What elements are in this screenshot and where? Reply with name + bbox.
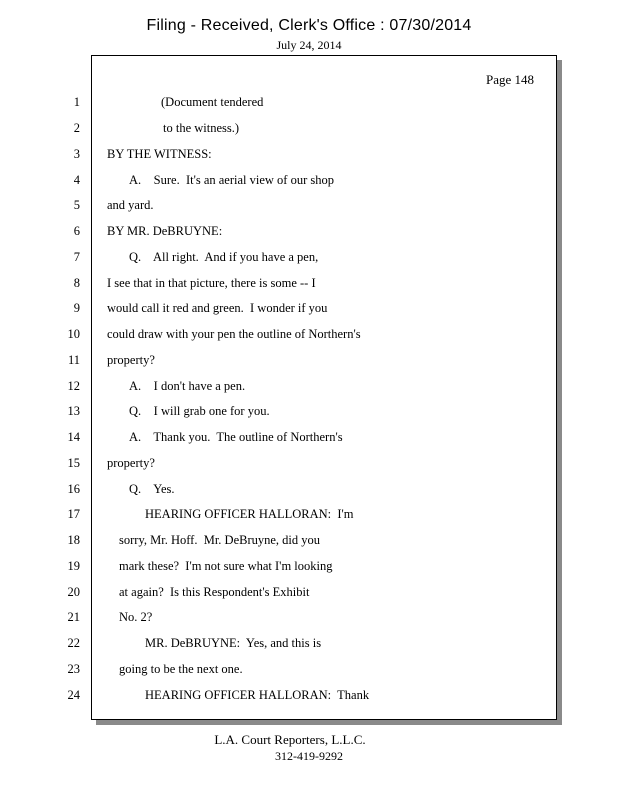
transcript-line bbox=[0, 456, 618, 474]
line-text: mark these? I'm not sure what I'm looking bbox=[119, 559, 333, 573]
line-number: 2 bbox=[73, 121, 80, 135]
line-number: 12 bbox=[67, 379, 80, 393]
line-text: Q. Yes. bbox=[129, 482, 175, 496]
transcript-line bbox=[0, 662, 618, 680]
line-text: A. Sure. It's an aerial view of our shop bbox=[129, 173, 334, 187]
line-text: HEARING OFFICER HALLORAN: Thank bbox=[145, 688, 370, 702]
filing-stamp: Filing - Received, Clerk's Office : 07/30/2014 bbox=[146, 17, 472, 34]
line-text: No. 2? bbox=[119, 610, 153, 624]
line-text: HEARING OFFICER HALLORAN: I'm bbox=[145, 507, 354, 521]
transcript-line bbox=[0, 482, 618, 500]
line-text: could draw with your pen the outline of Northern's bbox=[107, 327, 361, 341]
line-text: property? bbox=[107, 353, 155, 367]
transcript-line bbox=[0, 301, 618, 319]
transcript-line bbox=[0, 379, 618, 397]
transcript-line bbox=[0, 250, 618, 268]
transcript-line bbox=[0, 533, 618, 551]
line-number: 1 bbox=[73, 95, 80, 109]
transcript-line bbox=[0, 430, 618, 448]
line-number: 16 bbox=[67, 482, 80, 496]
transcript-line bbox=[0, 198, 618, 216]
line-number: 20 bbox=[67, 585, 80, 599]
line-text: BY THE WITNESS: bbox=[107, 147, 212, 161]
transcript-line bbox=[0, 276, 618, 294]
reporter-company: L.A. Court Reporters, L.L.C. bbox=[214, 732, 366, 747]
line-number: 7 bbox=[73, 250, 80, 264]
line-number: 3 bbox=[73, 147, 80, 161]
line-text: BY MR. DeBRUYNE: bbox=[107, 224, 223, 238]
transcript-line bbox=[0, 353, 618, 371]
line-number: 15 bbox=[67, 456, 80, 470]
transcript-line bbox=[0, 327, 618, 345]
line-text: A. Thank you. The outline of Northern's bbox=[129, 430, 343, 444]
transcript-line bbox=[0, 173, 618, 191]
line-number: 24 bbox=[67, 688, 80, 702]
line-text: sorry, Mr. Hoff. Mr. DeBruyne, did you bbox=[119, 533, 321, 547]
line-number: 17 bbox=[67, 507, 80, 521]
line-text: I see that in that picture, there is some -- I bbox=[107, 276, 316, 290]
line-text: Q. All right. And if you have a pen, bbox=[129, 250, 319, 264]
line-text: property? bbox=[107, 456, 155, 470]
line-text: (Document tendered bbox=[161, 95, 264, 109]
transcript-line bbox=[0, 95, 618, 113]
line-number: 22 bbox=[67, 636, 80, 650]
transcript-line bbox=[0, 404, 618, 422]
line-number: 18 bbox=[67, 533, 80, 547]
line-text: at again? Is this Respondent's Exhibit bbox=[119, 585, 310, 599]
line-number: 13 bbox=[67, 404, 80, 418]
line-number: 23 bbox=[67, 662, 80, 676]
line-number: 6 bbox=[73, 224, 80, 238]
transcript-line bbox=[0, 610, 618, 628]
line-number: 8 bbox=[73, 276, 80, 290]
transcript-line bbox=[0, 121, 618, 139]
line-number: 19 bbox=[67, 559, 80, 573]
line-text: would call it red and green. I wonder if you bbox=[107, 301, 328, 315]
line-text: A. I don't have a pen. bbox=[129, 379, 246, 393]
line-number: 21 bbox=[67, 610, 80, 624]
line-text: and yard. bbox=[107, 198, 154, 212]
line-number: 9 bbox=[73, 301, 80, 315]
line-number: 5 bbox=[73, 198, 80, 212]
page-number: Page 148 bbox=[485, 72, 534, 87]
line-text: MR. DeBRUYNE: Yes, and this is bbox=[145, 636, 322, 650]
line-number: 11 bbox=[67, 353, 80, 367]
line-text: going to be the next one. bbox=[119, 662, 243, 676]
line-number: 14 bbox=[67, 430, 80, 444]
line-text: to the witness.) bbox=[163, 121, 240, 135]
line-number: 10 bbox=[67, 327, 80, 341]
line-number: 4 bbox=[73, 173, 80, 187]
transcript-line bbox=[0, 224, 618, 242]
transcript-line bbox=[0, 636, 618, 654]
transcript-date: July 24, 2014 bbox=[276, 38, 342, 52]
transcript-line bbox=[0, 688, 618, 706]
reporter-phone: 312-419-9292 bbox=[275, 749, 343, 763]
transcript-line bbox=[0, 585, 618, 603]
transcript-line bbox=[0, 559, 618, 577]
transcript-line bbox=[0, 147, 618, 165]
transcript-line bbox=[0, 507, 618, 525]
line-text: Q. I will grab one for you. bbox=[129, 404, 270, 418]
